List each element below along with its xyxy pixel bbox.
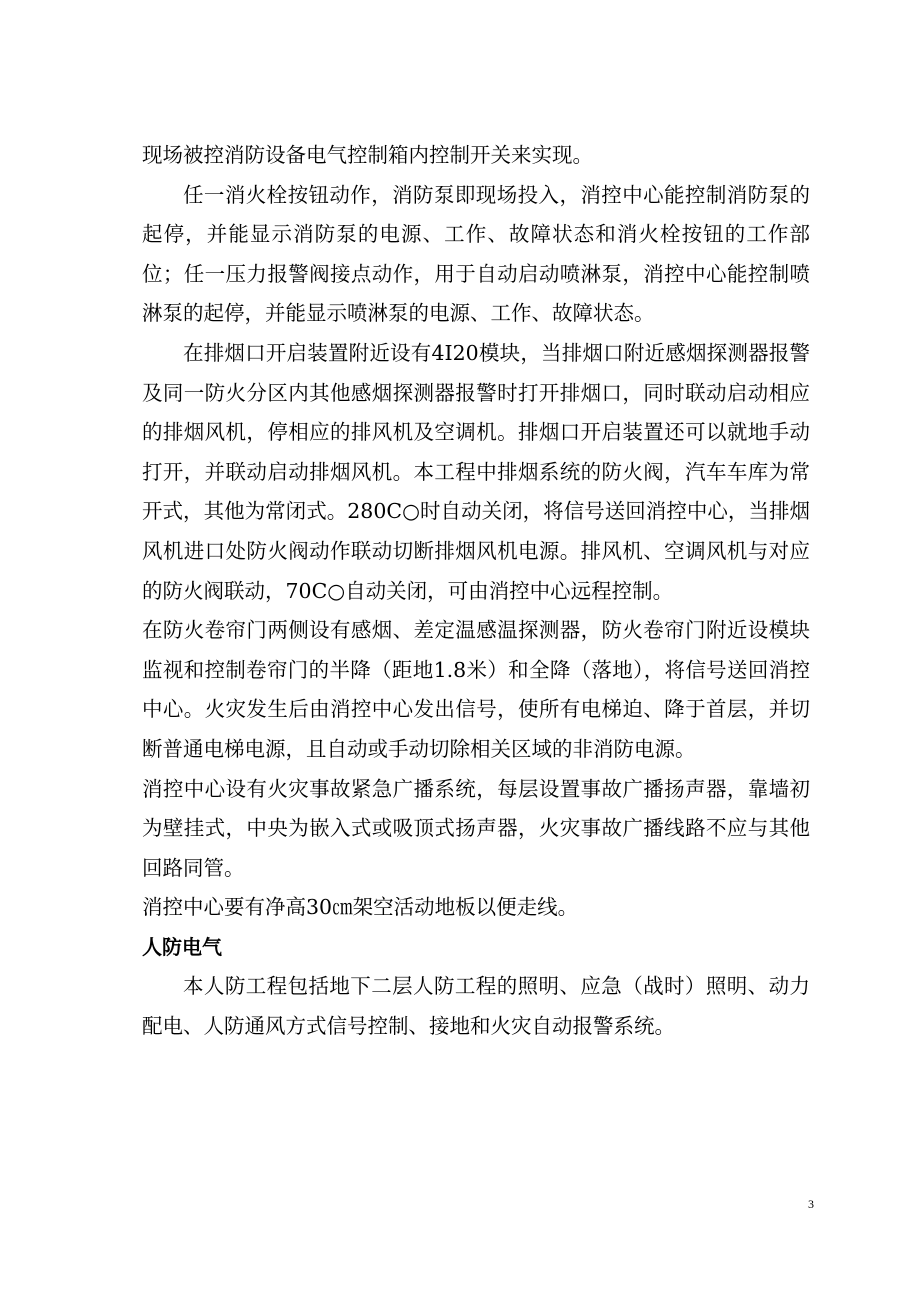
paragraph-hydrant-pump: 任一消火栓按钮动作，消防泵即现场投入，消控中心能控制消防泵的起停，并能显示消防泵的电源、工作、故障状态和消火栓按钮的工作部位；任一压力报警阀接点动作，用于自动启动喷淋泵，消控中心能控制喷淋泵的起停，并能显示喷淋泵的电源、工作、故障状态。 (142, 182, 810, 326)
paragraph-raised-floor: 消控中心要有净高30㎝架空活动地板以便走线。 (142, 895, 579, 920)
paragraph-emergency-broadcast: 消控中心设有火灾事故紧急广播系统，每层设置事故广播扬声器，靠墙初为壁挂式，中央为嵌入式或吸顶式扬声器，火灾事故广播线路不应与其他回路同管。 (142, 776, 810, 880)
paragraph-civil-defense: 本人防工程包括地下二层人防工程的照明、应急（战时）照明、动力配电、人防通风方式信号控制、接地和火灾自动报警系统。 (142, 974, 810, 1039)
paragraph-fire-shutter: 在防火卷帘门两侧设有感烟、差定温感温探测器，防火卷帘门附近设模块监视和控制卷帘门的半降（距地1.8米）和全降（落地），将信号送回消控中心。火灾发生后由消控中心发出信号，使所有电梯迫、降于首层，并切断普通电梯电源，且自动或手动切除相关区域的非消防电源。 (142, 618, 810, 761)
section-heading: 人防电气 (142, 934, 222, 959)
paragraph-smoke-exhaust: 在排烟口开启装置附近设有4I20模块，当排烟口附近感烟探测器报警及同一防火分区内其他感烟探测器报警时打开排烟口，同时联动启动相应的排烟风机，停相应的排风机及空调机。排烟口开启装置还可以就地手动打开，并联动启动排烟风机。本工程中排烟系统的防火阀，汽车车库为常开式，其他为常闭式。280C○时自动关闭，将信号送回消控中心，当排烟风机进口处防火阀动作联动切断排烟风机电源。排风机、空调风机与对应的防火阀联动，70C○自动关闭，可由消控中心远程控制。 (142, 340, 810, 603)
document-body (142, 136, 810, 1047)
page-number: 3 (808, 1197, 814, 1211)
paragraph-intro: 现场被控消防设备电气控制箱内控制开关来实现。 (142, 143, 593, 167)
